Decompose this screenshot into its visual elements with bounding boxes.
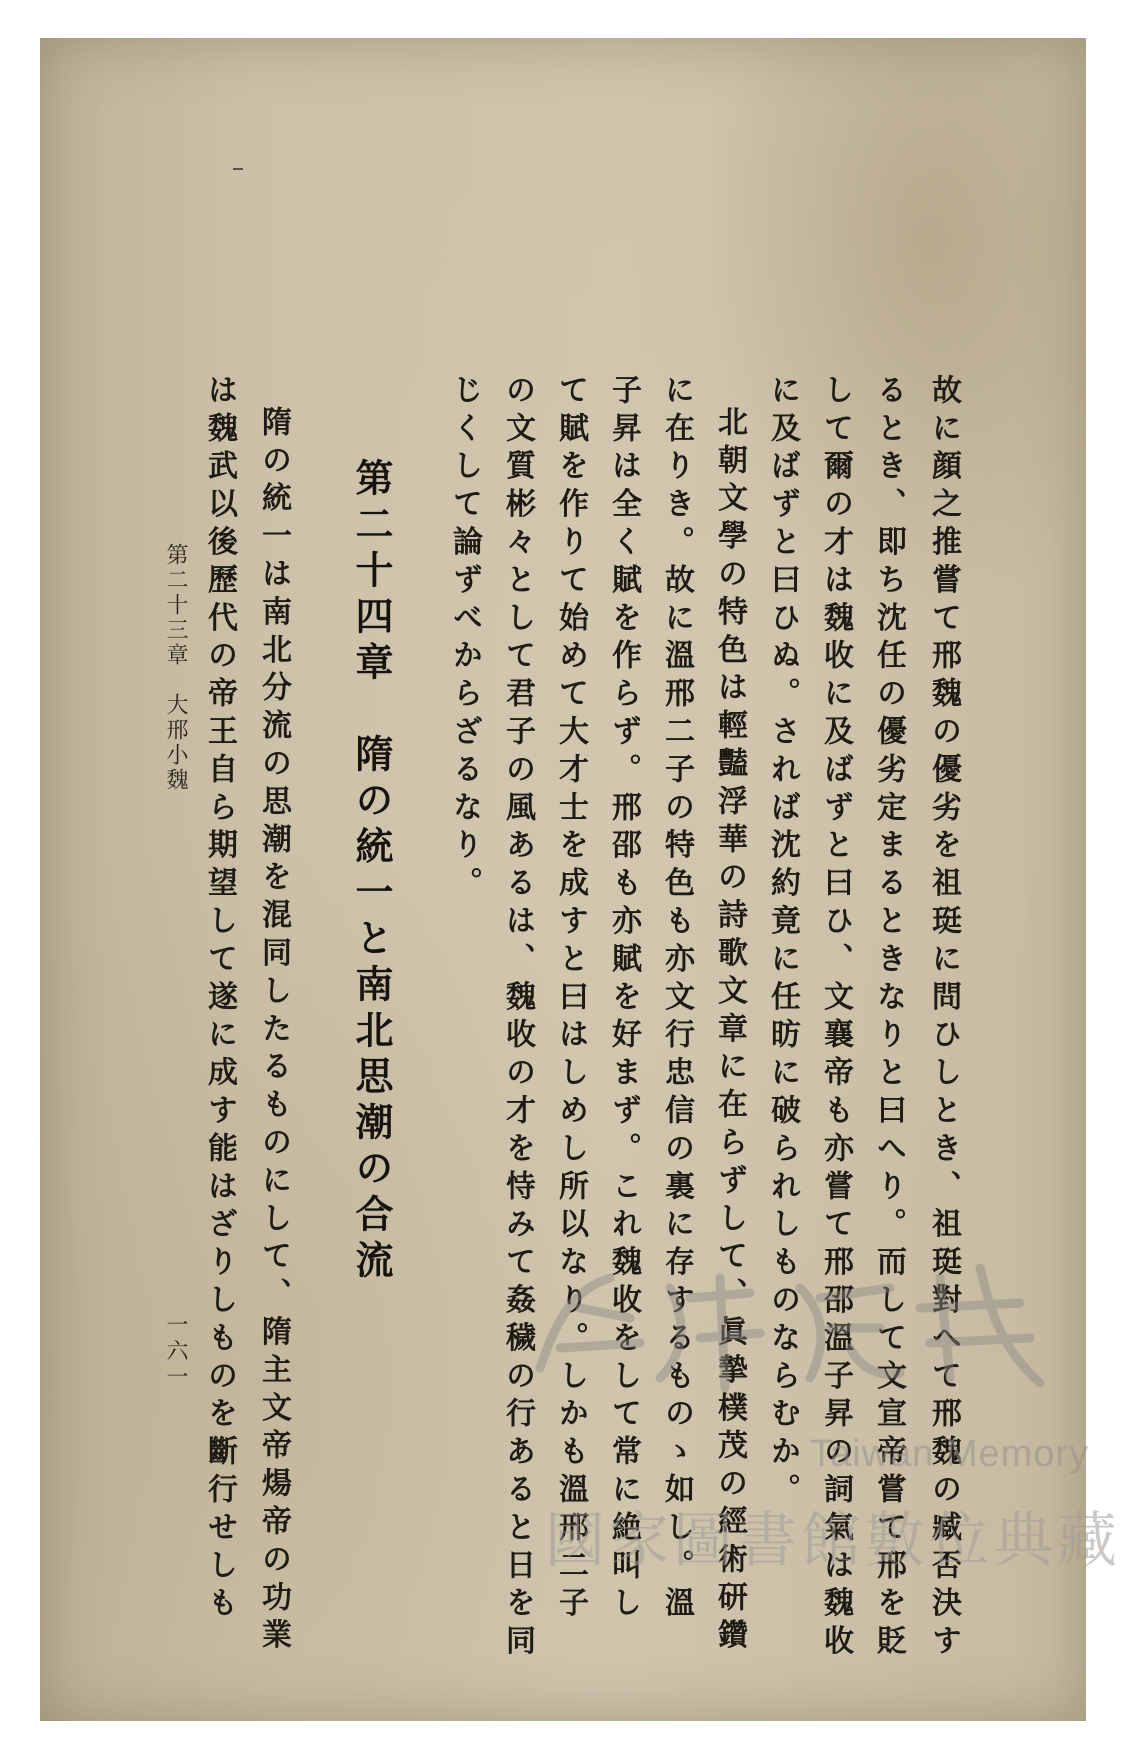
watermark-logo [520, 1248, 1080, 1398]
text-column-7: 子昇は全く賦を作らず。邢邵も亦賦を好まず。これ魏收をして常に絶叫し [606, 374, 641, 1625]
text-column-6: に在りき。故に溫邢二子の特色も亦文行忠信の裏に存するものゝ如し。溫 [659, 374, 694, 1625]
text-column-10: じくして論ずべからざるなり。 [447, 374, 482, 905]
text-column-1: 故に顔之推嘗て邢魏の優劣を祖珽に問ひしとき、祖珽對へて邢魏の臧否決す [926, 374, 961, 1663]
text-column-3: して爾の才は魏收に及ばずと曰ひ、文襄帝も亦嘗て邢邵溫子昇の詞氣は魏收 [818, 374, 853, 1663]
text-column-11: 隋の統一は南北分流の思潮を混同したるものにして、隋主文帝煬帝の功業 [256, 406, 291, 1657]
page-number: 一六一 [163, 1313, 188, 1391]
running-chapter-title: 第二十三章 大邢小魏 [163, 543, 188, 793]
book-page [40, 38, 1121, 1721]
text-column-2: るとき、即ち沈任の優劣定まるときなりと曰へり。而して文宣帝嘗て邢を貶 [871, 374, 906, 1663]
watermark-english: Taiwan Memory [810, 1433, 1090, 1475]
text-column-5: 北朝文學の特色は輕豔浮華の詩歌文章に在らずして、眞摯樸茂の經術研鑽 [712, 406, 747, 1657]
text-column-9: の文質彬々として君子の風あるは、魏收の才を恃みて姦穢の行あると日を同 [500, 374, 535, 1663]
ink-mark [233, 168, 243, 170]
chapter-heading: 第二十四章 隋の統一と南北思潮の合流 [349, 458, 394, 1286]
text-column-4: に及ばずと曰ひぬ。されば沈約竟に任昉に破られしものならむか。 [765, 374, 800, 1511]
watermark-chinese: 國家圖書館數位典藏 [545, 1506, 1121, 1576]
text-column-8: て賦を作りて始めて大才士を成すと曰はしめし所以なり。しかも溫邢二子 [553, 374, 588, 1625]
text-column-12: は魏武以後歷代の帝王自ら期望して遂に成す能はざりしものを斷行せしも [202, 374, 237, 1625]
